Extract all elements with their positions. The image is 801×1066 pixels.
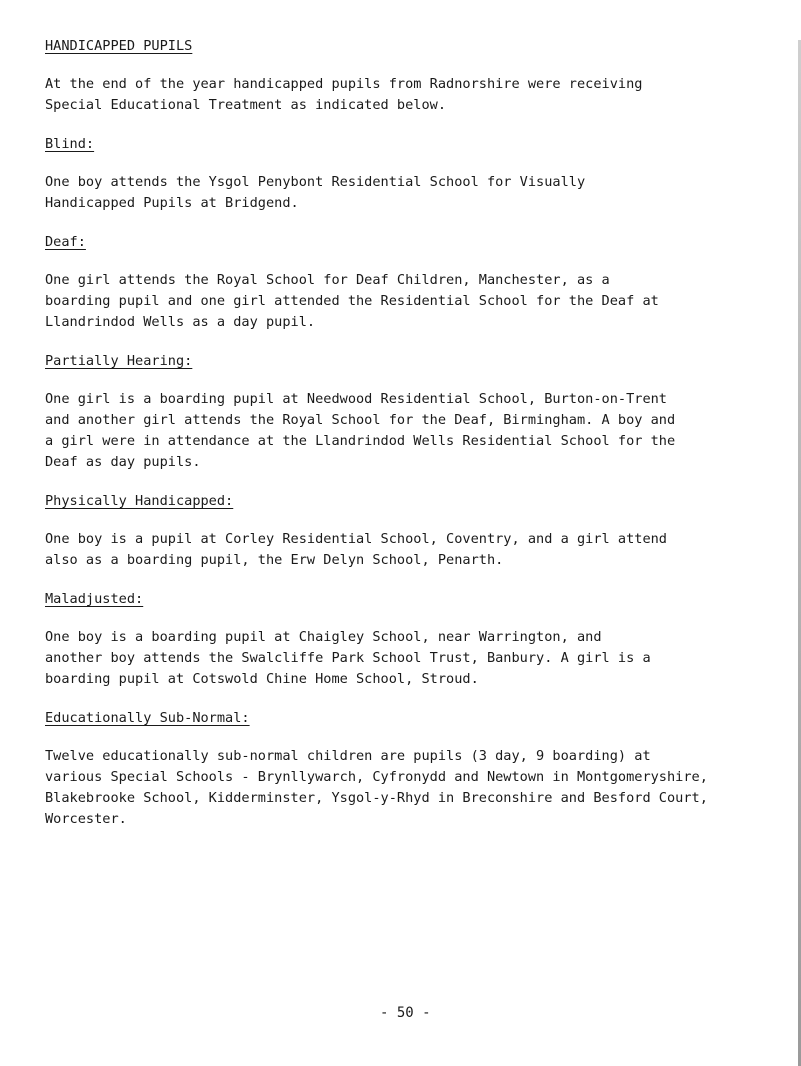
section-heading-deaf: Deaf: bbox=[45, 234, 86, 250]
section-body-educationally-sub-normal: Twelve educationally sub-normal children are pupils (3 day, 9 boarding) at various Special Schools - Brynllywarch, Cyfronydd and Newtown in Montgomeryshire, Blakebrooke School, Kidderminster, Ysgol-y-Rhyd in Breconshire and Besford Court, Worcester. bbox=[45, 748, 708, 827]
page-title: HANDICAPPED PUPILS bbox=[45, 38, 193, 54]
page-number: - 50 - bbox=[380, 1005, 431, 1021]
section-body-maladjusted: One boy is a boarding pupil at Chaigley School, near Warrington, and another boy attends the Swalcliffe Park School Trust, Banbury. A girl is a boarding pupil at Cotswold Chine Home School, Stroud. bbox=[45, 629, 651, 687]
intro-paragraph: At the end of the year handicapped pupils from Radnorshire were receiving Special Educational Treatment as indicated below. bbox=[45, 76, 643, 113]
document-page bbox=[45, 36, 797, 830]
section-heading-partially-hearing: Partially Hearing: bbox=[45, 353, 193, 369]
section-heading-educationally-sub-normal: Educationally Sub-Normal: bbox=[45, 710, 250, 726]
section-body-deaf: One girl attends the Royal School for Deaf Children, Manchester, as a boarding pupil and one girl attended the Residential School for the Deaf at Llandrindod Wells as a day pupil. bbox=[45, 272, 659, 330]
section-body-physically-handicapped: One boy is a pupil at Corley Residential School, Coventry, and a girl attend also as a boarding pupil, the Erw Delyn School, Penarth. bbox=[45, 531, 667, 568]
section-heading-blind: Blind: bbox=[45, 136, 95, 152]
section-heading-maladjusted: Maladjusted: bbox=[45, 591, 144, 607]
section-body-partially-hearing: One girl is a boarding pupil at Needwood Residential School, Burton-on-Trent and another girl attends the Royal School for the Deaf, Birmingham. A boy and a girl were in attendance at the Llandrindod Wells Residential School for the Deaf as day pupils. bbox=[45, 391, 676, 470]
section-heading-physically-handicapped: Physically Handicapped: bbox=[45, 493, 234, 509]
section-body-blind: One boy attends the Ysgol Penybont Residential School for Visually Handicapped Pupils at Bridgend. bbox=[45, 174, 586, 211]
